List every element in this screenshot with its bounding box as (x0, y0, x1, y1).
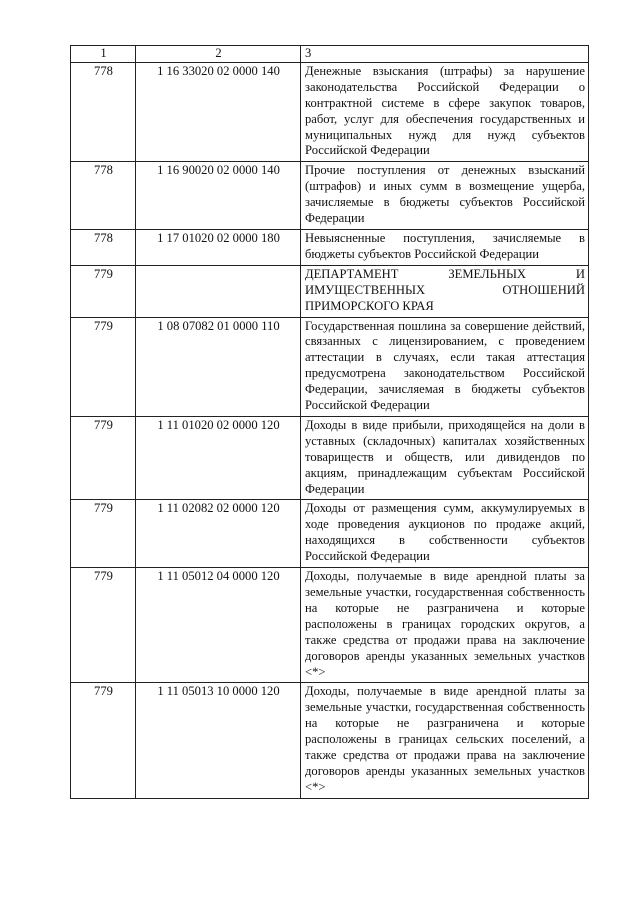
admin-code-cell: 779 (71, 265, 136, 317)
table-row (71, 568, 589, 683)
budget-code-cell: 1 16 90020 02 0000 140 (136, 162, 301, 230)
header-col-1: 1 (71, 46, 136, 63)
admin-code-cell: 779 (71, 568, 136, 683)
income-name-cell: Невыясненные поступления, зачисляемые в бюджеты субъектов Российской Федерации (301, 229, 589, 265)
budget-code-cell (136, 265, 301, 317)
income-name-cell: Государственная пошлина за совершение действий, связанных с лицензированием, с проведением аттестации в случаях, если такая аттестация предусмотрена законодательством Российской Федерации, зачисляемая в бюджеты субъектов Российской Федерации (301, 317, 589, 416)
admin-code-cell: 778 (71, 229, 136, 265)
income-name-cell: Доходы в виде прибыли, приходящейся на доли в уставных (складочных) капиталах хозяйственных товариществ и обществ, или дивидендов по акциям, принадлежащим субъектам Российской Федерации (301, 416, 589, 500)
budget-code-cell: 1 08 07082 01 0000 110 (136, 317, 301, 416)
header-col-2: 2 (136, 46, 301, 63)
budget-code-cell: 1 11 05012 04 0000 120 (136, 568, 301, 683)
income-name-cell: Доходы от размещения сумм, аккумулируемых в ходе проведения аукционов по продаже акций, находящихся в собственности субъектов Российской Федерации (301, 500, 589, 568)
budget-code-cell: 1 17 01020 02 0000 180 (136, 229, 301, 265)
budget-code-cell: 1 11 02082 02 0000 120 (136, 500, 301, 568)
budget-code-cell: 1 11 01020 02 0000 120 (136, 416, 301, 500)
income-name-cell: Доходы, получаемые в виде арендной платы за земельные участки, государственная собственность на которые не разграничена и которые расположены в границах городских округов, а также средства от продажи права на заключение договоров аренды указанных земельных участков <*> (301, 568, 589, 683)
admin-code-cell: 778 (71, 62, 136, 161)
table-row (71, 162, 589, 230)
income-name-cell: Прочие поступления от денежных взысканий (штрафов) и иных сумм в возмещение ущерба, зачисляемые в бюджеты субъектов Российской Федерации (301, 162, 589, 230)
table-row (71, 229, 589, 265)
admin-code-cell: 779 (71, 500, 136, 568)
table-header-row (71, 46, 589, 63)
admin-code-cell: 779 (71, 317, 136, 416)
income-name-cell: Доходы, получаемые в виде арендной платы за земельные участки, государственная собственность на которые не разграничена и которые расположены в границах сельских поселений, а также средства от продажи права на заключение договоров аренды указанных земельных участков <*> (301, 683, 589, 798)
admin-code-cell: 779 (71, 683, 136, 798)
table-row (71, 416, 589, 500)
income-name-cell: Денежные взыскания (штрафы) за нарушение законодательства Российской Федерации о контрактной системе в сфере закупок товаров, работ, услуг для обеспечения государственных и муниципальных нужд для нужд субъектов Российской Федерации (301, 62, 589, 161)
budget-code-cell: 1 16 33020 02 0000 140 (136, 62, 301, 161)
department-row (71, 265, 589, 317)
admin-code-cell: 778 (71, 162, 136, 230)
budget-code-cell: 1 11 05013 10 0000 120 (136, 683, 301, 798)
table-row (71, 683, 589, 798)
budget-codes-table (70, 45, 589, 799)
header-col-3: 3 (301, 46, 589, 63)
department-name-cell: ДЕПАРТАМЕНТ ЗЕМЕЛЬНЫХ И ИМУЩЕСТВЕННЫХ ОТНОШЕНИЙ ПРИМОРСКОГО КРАЯ (301, 265, 589, 317)
table-row (71, 62, 589, 161)
table-row (71, 500, 589, 568)
admin-code-cell: 779 (71, 416, 136, 500)
table-row (71, 317, 589, 416)
